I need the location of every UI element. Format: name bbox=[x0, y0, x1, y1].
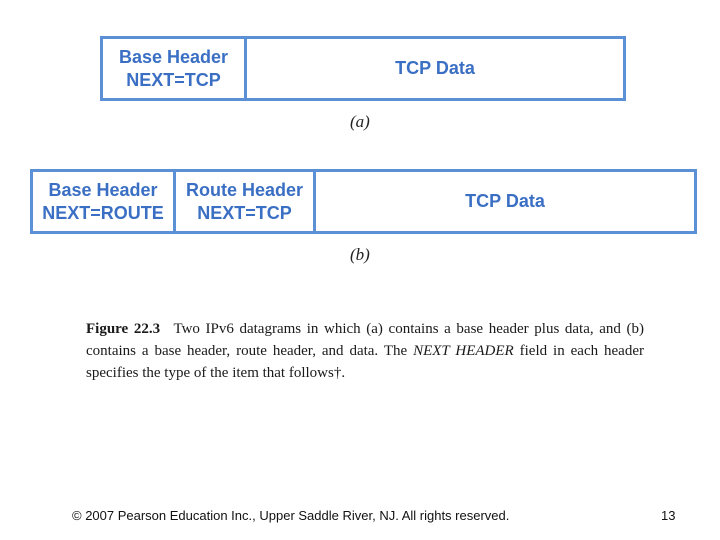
next-header-value: NEXT=ROUTE bbox=[42, 202, 164, 223]
datagram-a bbox=[100, 36, 626, 101]
next-header-value: NEXT=TCP bbox=[197, 202, 292, 223]
caption-text-2: field in each header specifies the type of the item that follows†. bbox=[86, 343, 644, 381]
datagram-b bbox=[30, 169, 697, 234]
figure-caption bbox=[86, 318, 644, 384]
route-header-cell bbox=[173, 172, 313, 231]
tcp-data-label: TCP Data bbox=[465, 191, 545, 211]
base-header-label: Base Header bbox=[48, 179, 158, 200]
base-header-cell bbox=[33, 172, 173, 231]
base-header-label: Base Header bbox=[118, 46, 229, 67]
caption-emphasis: NEXT HEADER bbox=[413, 343, 514, 359]
caption-text-1: Two IPv6 datagrams in which (a) contains a base header plus data, and (b) contains a base header, route header, and data. The bbox=[86, 321, 645, 359]
tcp-data-cell bbox=[313, 172, 694, 231]
tcp-data-label: TCP Data bbox=[395, 58, 475, 78]
diagram-a-label: (a) bbox=[350, 112, 370, 131]
base-header-cell bbox=[103, 39, 244, 98]
diagram-b-label: (b) bbox=[350, 245, 370, 264]
next-header-value: NEXT=TCP bbox=[126, 69, 221, 90]
route-header-label: Route Header bbox=[185, 179, 304, 200]
page-number: 13 bbox=[661, 508, 676, 523]
copyright-footer: © 2007 Pearson Education Inc., Upper Saddle River, NJ. All rights reserved. bbox=[72, 508, 510, 523]
tcp-data-cell bbox=[244, 39, 623, 98]
figure-number: Figure 22.3 bbox=[86, 321, 161, 337]
